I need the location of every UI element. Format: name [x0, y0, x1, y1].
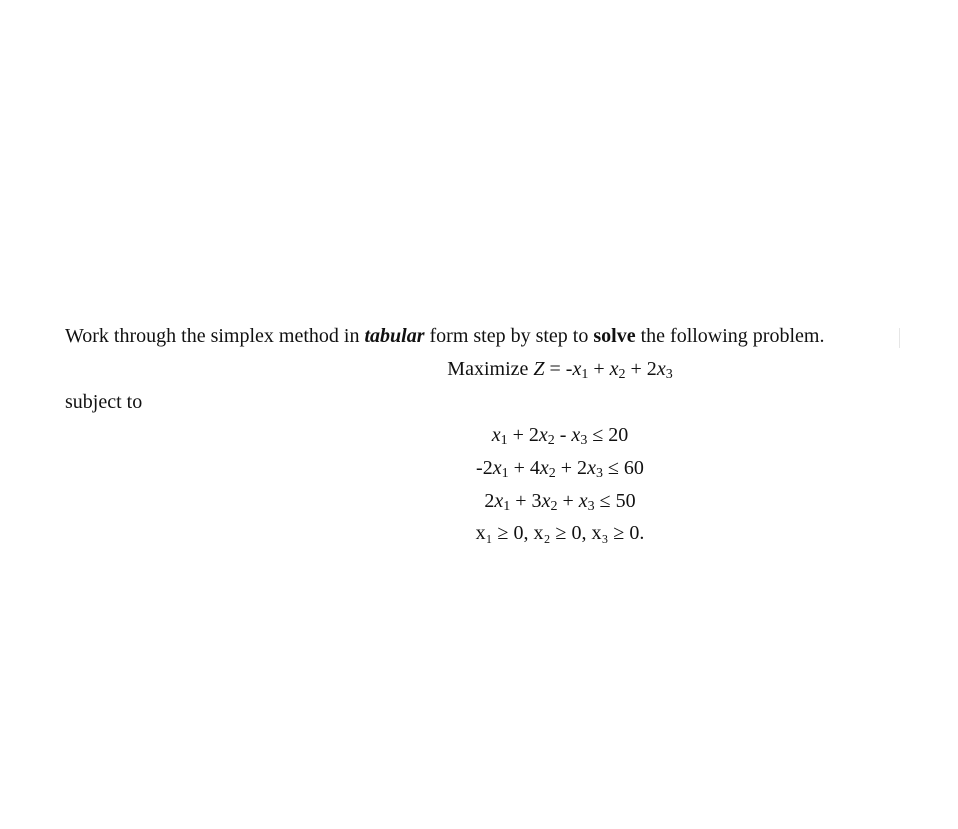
objective-equals: = -	[544, 358, 573, 380]
problem-intro	[65, 324, 824, 348]
intro-text-3: the following problem.	[635, 325, 825, 347]
tabular-emphasis: tabular	[364, 325, 425, 347]
solve-emphasis: solve	[593, 325, 636, 347]
constraint-2: $-2x_1 + 4x_2 + 2x_3 \le 60$	[476, 457, 644, 481]
objective-function: Maximize $Z = -x_1 + x_2 + 2x_3$	[447, 358, 673, 382]
constraint-1: $x_1 + 2x_2 - x_3 \le 20$	[491, 424, 629, 448]
constraint-2-bound: ≤ 60	[602, 457, 644, 479]
objective-variable: Z	[533, 358, 545, 380]
intro-text-1: Work through the simplex method in	[65, 325, 365, 347]
faint-divider	[899, 328, 900, 348]
constraint-3-bound: ≤ 50	[594, 490, 636, 512]
nonnegativity-text: x₁ ≥ 0, x₂ ≥ 0, x₃ ≥ 0.	[475, 522, 645, 544]
intro-text-2: form step by step to	[424, 325, 594, 347]
subject-to-label: subject to	[65, 391, 143, 413]
constraint-3: $2x_1 + 3x_2 + x_3 \le 50$	[484, 490, 636, 514]
nonnegativity-constraints	[0, 521, 958, 545]
objective-prefix: Maximize	[447, 358, 534, 380]
constraint-1-bound: ≤ 20	[587, 424, 629, 446]
